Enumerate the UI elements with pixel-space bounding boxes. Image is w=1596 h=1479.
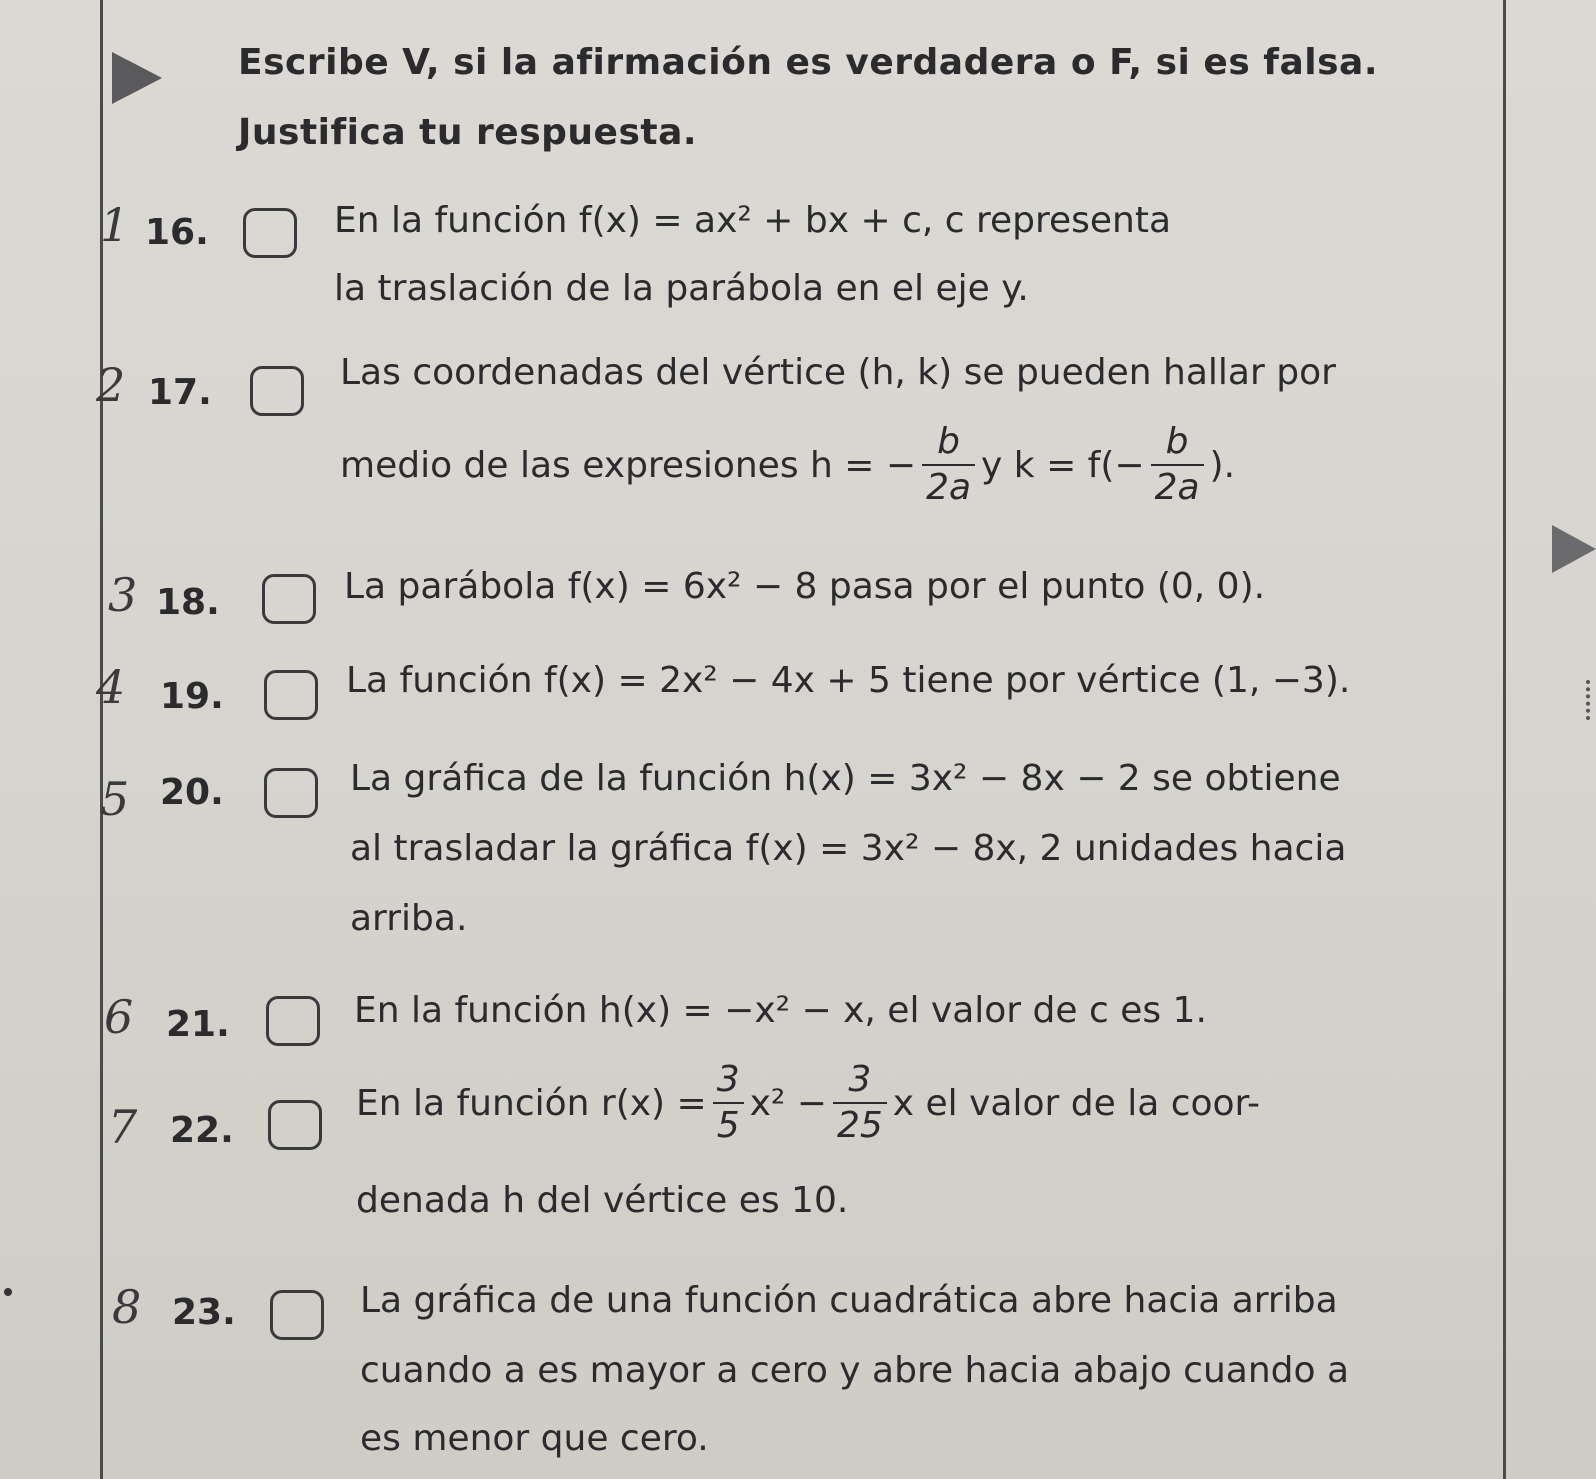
fraction-denominator: 25: [836, 1105, 883, 1146]
item-16-line-1: En la función f(x) = ax² + bx + c, c representa: [334, 200, 1172, 241]
item-17-line-1: Las coordenadas del vértice (h, k) se pueden hallar por: [340, 352, 1336, 393]
handwritten-mark: 5: [100, 772, 130, 826]
item-22-text-a: En la función r(x) =: [356, 1082, 707, 1124]
handwritten-mark: 2: [96, 358, 126, 412]
instruction-line-2: Justifica tu respuesta.: [238, 112, 698, 153]
fraction-3-over-5: [713, 1058, 744, 1148]
item-17-text-a: medio de las expresiones h = −: [340, 444, 917, 486]
item-20-line-3: arriba.: [350, 898, 468, 939]
item-22-text-b: x² −: [749, 1082, 827, 1124]
item-number: 20.: [160, 772, 224, 813]
item-18-line-1: La parábola f(x) = 6x² − 8 pasa por el punto (0, 0).: [344, 566, 1266, 607]
item-number: 23.: [172, 1292, 236, 1333]
handwritten-mark: 3: [108, 568, 138, 622]
answer-checkbox-20[interactable]: [264, 768, 318, 818]
handwritten-mark: 4: [96, 660, 126, 714]
item-20-line-1: La gráfica de la función h(x) = 3x² − 8x − 2 se obtiene: [350, 758, 1341, 799]
fraction-denominator: 5: [716, 1105, 740, 1146]
item-17-text-c: ).: [1209, 444, 1236, 486]
play-arrow-icon: [112, 52, 162, 104]
answer-checkbox-17[interactable]: [250, 366, 304, 416]
item-17-text-b: y k = f(−: [981, 444, 1145, 486]
answer-checkbox-21[interactable]: [266, 996, 320, 1046]
item-23-line-2: cuando a es mayor a cero y abre hacia abajo cuando a: [360, 1350, 1350, 1391]
item-number: 21.: [166, 1004, 230, 1045]
page-edge-dots: [1586, 680, 1596, 720]
side-tab-arrow-icon: [1552, 525, 1596, 573]
item-22-line-1: [356, 1058, 1260, 1148]
fraction-denominator: 2a: [926, 467, 972, 508]
fraction-denominator: 2a: [1154, 467, 1200, 508]
fraction-numerator: 3: [713, 1058, 744, 1104]
fraction-3-over-25: [833, 1058, 887, 1148]
fraction-numerator: b: [922, 420, 975, 466]
item-22-text-c: x el valor de la coor-: [892, 1082, 1261, 1124]
item-number: 22.: [170, 1110, 234, 1151]
answer-checkbox-23[interactable]: [270, 1290, 324, 1340]
fraction-numerator: 3: [833, 1058, 887, 1104]
item-20-line-2: al trasladar la gráfica f(x) = 3x² − 8x, 2 unidades hacia: [350, 828, 1347, 869]
handwritten-mark: 6: [104, 990, 134, 1044]
fraction-numerator: b: [1151, 420, 1204, 466]
item-17-line-2: [340, 420, 1235, 510]
answer-checkbox-18[interactable]: [262, 574, 316, 624]
answer-checkbox-16[interactable]: [243, 208, 297, 258]
item-number: 18.: [156, 582, 220, 623]
handwritten-mark: 7: [108, 1100, 138, 1154]
item-number: 16.: [145, 212, 209, 253]
stray-dot: [4, 1288, 12, 1296]
item-23-line-3: es menor que cero.: [360, 1418, 709, 1459]
item-23-line-1: La gráfica de una función cuadrática abre hacia arriba: [360, 1280, 1338, 1321]
fraction-b-over-2a: [1151, 420, 1204, 510]
item-22-line-2: denada h del vértice es 10.: [356, 1180, 849, 1221]
item-number: 19.: [160, 676, 224, 717]
answer-checkbox-19[interactable]: [264, 670, 318, 720]
handwritten-mark: 8: [112, 1280, 142, 1334]
instruction-line-1: Escribe V, si la afirmación es verdadera o F, si es falsa.: [238, 42, 1378, 83]
item-16-line-2: la traslación de la parábola en el eje y.: [334, 268, 1029, 309]
right-border-line: [1503, 0, 1506, 1479]
fraction-b-over-2a: [922, 420, 975, 510]
handwritten-mark: 1: [100, 198, 130, 252]
item-21-line-1: En la función h(x) = −x² − x, el valor de c es 1.: [354, 990, 1207, 1031]
item-19-line-1: La función f(x) = 2x² − 4x + 5 tiene por vértice (1, −3).: [346, 660, 1351, 701]
item-number: 17.: [148, 372, 212, 413]
answer-checkbox-22[interactable]: [268, 1100, 322, 1150]
